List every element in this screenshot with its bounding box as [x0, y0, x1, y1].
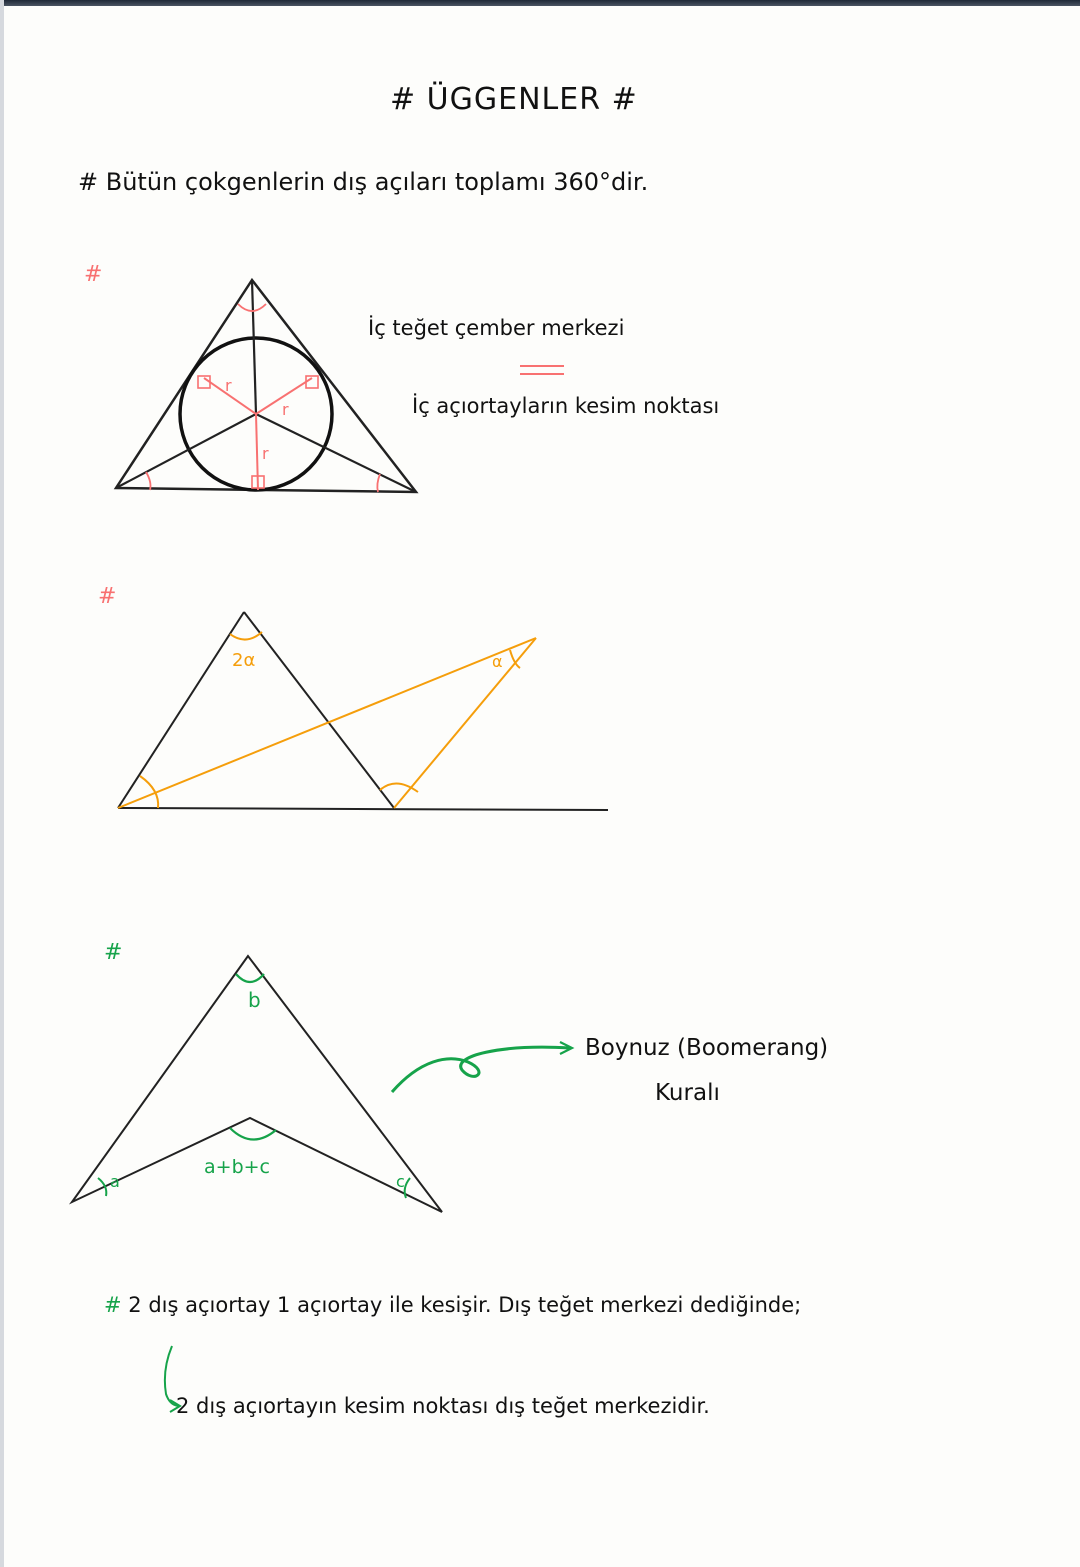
section-hash-1: # — [84, 262, 103, 287]
bisector-apex — [252, 280, 256, 414]
note2-line2: 2 dış açıortayın kesim noktası dış teğet merkezidir. — [176, 1394, 710, 1418]
right-angle-right — [306, 376, 318, 388]
apex-angle-arc-3 — [236, 974, 264, 982]
apex-angle-label-2: 2α — [232, 650, 256, 671]
right-label-3: c — [396, 1172, 405, 1191]
bisector-intersection-label: İç açıortayların kesim noktası — [412, 394, 720, 418]
section-hash-2: # — [98, 584, 117, 609]
figure-boomerang — [72, 956, 572, 1412]
radius-bottom — [256, 414, 258, 490]
base-extended — [118, 808, 608, 810]
interior-bisector — [118, 638, 536, 808]
apex-label-3: b — [248, 988, 261, 1012]
note-exterior-bisectors — [104, 1293, 801, 1317]
side-right — [244, 612, 394, 808]
left-label-3: a — [110, 1172, 120, 1191]
pointer-arrow — [392, 1047, 570, 1092]
base-angle-arc-2 — [140, 776, 158, 808]
radius-label-right: r — [282, 400, 289, 419]
note-exterior-angles: # Bütün çokgenlerin dış açıları toplamı 360°dir. — [78, 168, 649, 196]
boomerang-rule-title: Boynuz (Boomerang) — [585, 1035, 829, 1061]
apex-angle-arc-2 — [230, 632, 262, 640]
bisector-right — [256, 414, 416, 492]
figure-incircle — [116, 280, 564, 492]
radius-label-left: r — [225, 376, 232, 395]
side-left — [118, 612, 244, 808]
incenter-label: İç teğet çember merkezi — [368, 316, 625, 340]
radius-label-bottom: r — [262, 444, 269, 463]
reflex-label: a+b+c — [204, 1156, 270, 1178]
reflex-angle-arc — [230, 1128, 276, 1140]
figure-bisector-angle — [118, 612, 608, 810]
note2-line1: 2 dış açıortay 1 açıortay ile kesişir. Dış teğet merkezi dediğinde; — [128, 1293, 802, 1317]
boomerang-rule-subtitle: Kuralı — [655, 1080, 720, 1106]
right-angle-arc — [377, 474, 380, 492]
intersection-angle-label: α — [492, 652, 503, 671]
note2-hash: # — [104, 1293, 122, 1317]
bisector-left — [116, 414, 256, 488]
section-hash-3: # — [104, 940, 123, 965]
page-title: # ÜGGENLER # — [390, 82, 638, 117]
